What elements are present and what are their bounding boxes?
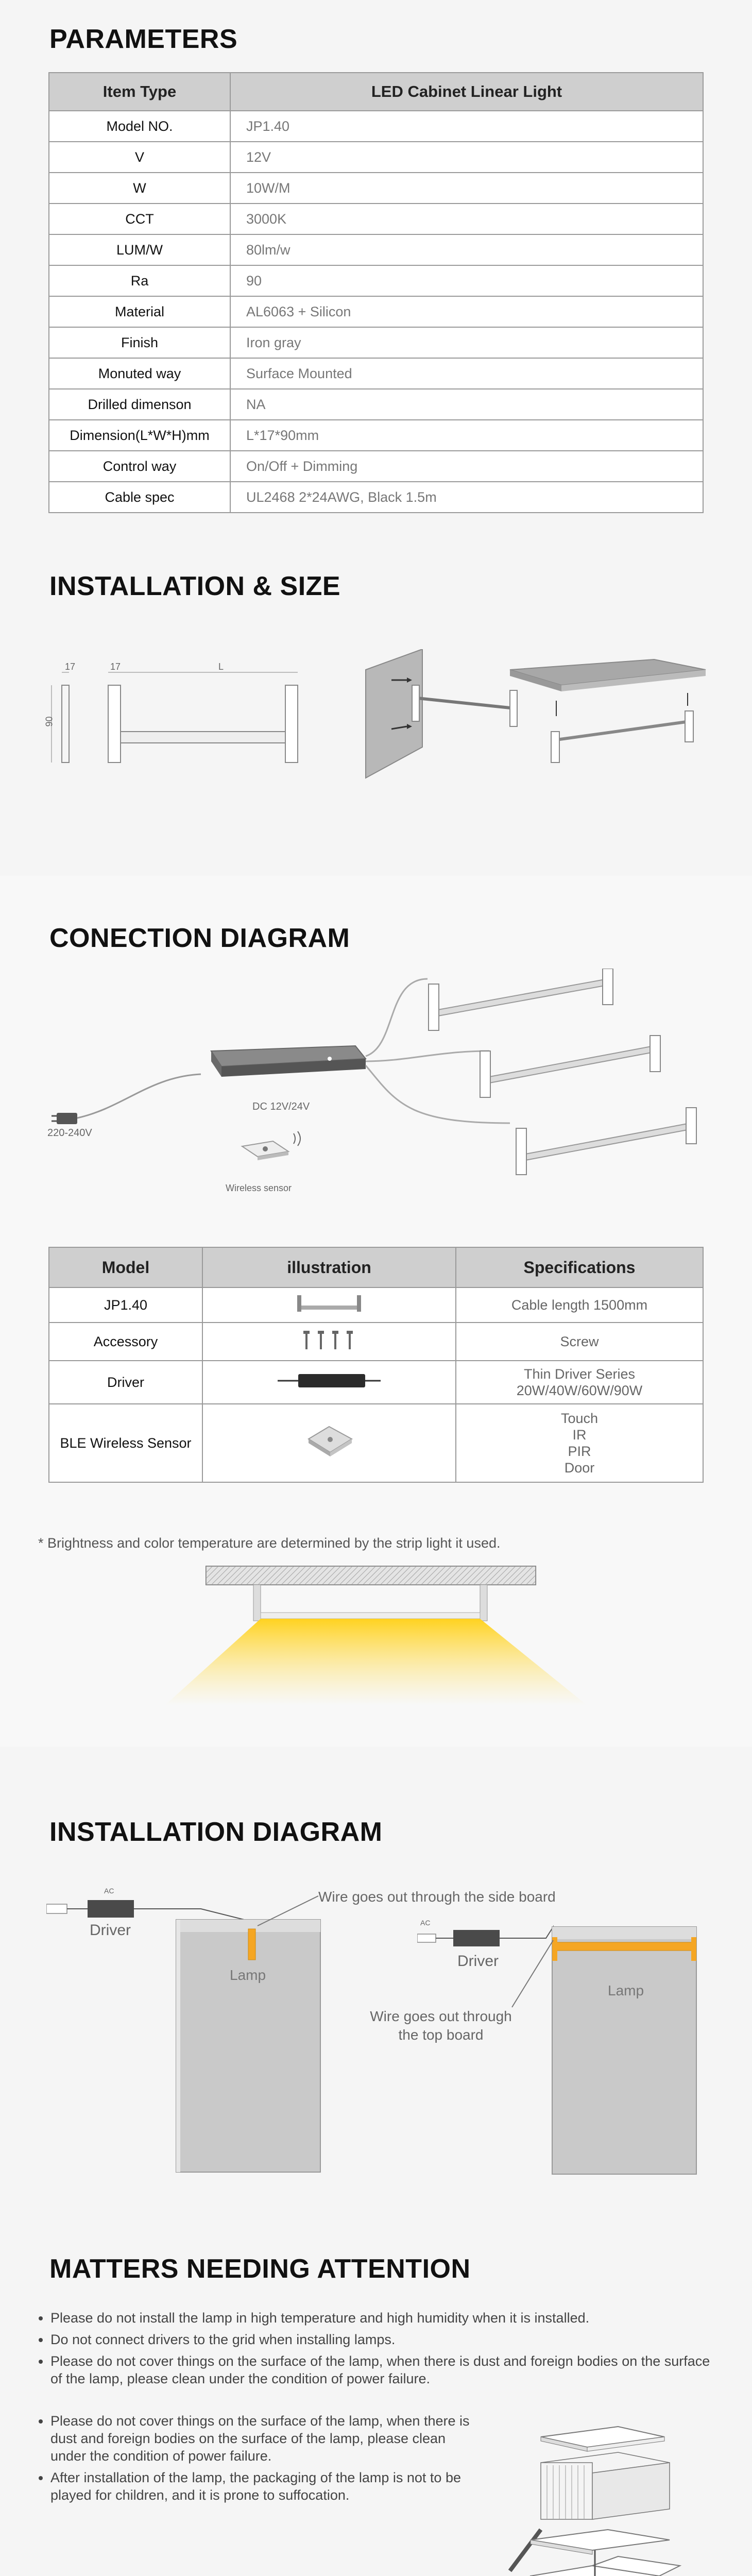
brightness-note: * Brightness and color temperature are determined by the strip light it used. (38, 1535, 501, 1551)
table-row (49, 327, 703, 358)
col-product: LED Cabinet Linear Light (230, 73, 703, 111)
param-key: Monuted way (49, 358, 230, 389)
attention-item: • Please do not cover things on the surface of the lamp, when there is dust and foreign bodies on the surface of the lamp, please clean under the condition of power failure. (50, 2352, 725, 2387)
spec-cell (456, 1404, 703, 1482)
top-board-note-line: Wire goes out through (370, 2008, 512, 2024)
screw-icon (298, 1329, 360, 1351)
size-drawing (46, 654, 355, 778)
installation-size-heading: INSTALLATION & SIZE (49, 571, 341, 601)
param-value: JP1.40 (230, 111, 703, 142)
attention-item: • Please do not install the lamp in high temperature and high humidity when it is installed. (50, 2309, 725, 2327)
param-value: L*17*90mm (230, 420, 703, 451)
packaging-drawing (242, 2421, 706, 2576)
param-key: Model NO. (49, 111, 230, 142)
param-value: 90 (230, 265, 703, 296)
table-row (49, 265, 703, 296)
parameters-table (48, 72, 704, 513)
param-value: AL6063 + Silicon (230, 296, 703, 327)
table-row (49, 234, 703, 265)
spec-line: Touch (560, 1411, 599, 1426)
component-table (48, 1247, 704, 1483)
illustration-cell (202, 1323, 456, 1361)
table-row (49, 1323, 703, 1361)
param-key: LUM/W (49, 234, 230, 265)
param-key: Dimension(L*W*H)mm (49, 420, 230, 451)
param-key: Control way (49, 451, 230, 482)
table-row (49, 358, 703, 389)
param-value: NA (230, 389, 703, 420)
table-row (49, 142, 703, 173)
lamp-label-left: Lamp (230, 1967, 266, 1983)
param-value: 12V (230, 142, 703, 173)
dim-l: L (218, 662, 224, 672)
attention-list (40, 2309, 725, 2392)
table-row (49, 1361, 703, 1404)
ceiling-mount-drawing (505, 649, 711, 773)
spec-line: 20W/40W/60W/90W (516, 1383, 643, 1398)
table-row (49, 173, 703, 204)
table-row (49, 420, 703, 451)
connection-drawing (46, 969, 716, 1211)
top-note-pointer (510, 1937, 561, 2009)
dim-17-right: 17 (110, 662, 121, 672)
lamp-label-right: Lamp (608, 1982, 644, 1998)
param-key: Finish (49, 327, 230, 358)
wireless-sensor-label: Wireless sensor (226, 1183, 292, 1193)
param-key: Material (49, 296, 230, 327)
spec-cell: Cable length 1500mm (456, 1287, 703, 1323)
driver-icon (278, 1368, 381, 1394)
illustration-cell (202, 1361, 456, 1404)
param-key: W (49, 173, 230, 204)
spec-line: Door (564, 1460, 595, 1476)
attention-heading: MATTERS NEEDING ATTENTION (49, 2254, 471, 2284)
param-value: On/Off + Dimming (230, 451, 703, 482)
param-key: Cable spec (49, 482, 230, 513)
param-value: Surface Mounted (230, 358, 703, 389)
param-value: 3000K (230, 204, 703, 234)
attention-item: • Please do not cover things on the surface of the lamp, when there is dust and foreign bodies on the surface of the lamp, please clean under the condition of power failure. (50, 2412, 473, 2465)
col-model: Model (49, 1247, 202, 1287)
top-board-note-line: the top board (398, 2027, 484, 2043)
light-effect-drawing (165, 1561, 587, 1716)
col-specifications: Specifications (456, 1247, 703, 1287)
col-illustration: illustration (202, 1247, 456, 1287)
param-key: CCT (49, 204, 230, 234)
attention-item: • After installation of the lamp, the packaging of the lamp is not to be played for children, and it is prone to suffocation. (50, 2469, 473, 2504)
spec-line: IR (572, 1427, 587, 1443)
table-row (49, 204, 703, 234)
voltage-out-label: DC 12V/24V (252, 1101, 310, 1112)
driver-label-right: Driver (457, 1953, 499, 1970)
param-value: 80lm/w (230, 234, 703, 265)
top-board-note (364, 2007, 518, 2044)
model-cell: JP1.40 (49, 1287, 202, 1323)
spec-line: Thin Driver Series (523, 1366, 636, 1382)
col-item-type: Item Type (49, 73, 230, 111)
param-key: V (49, 142, 230, 173)
side-board-note: Wire goes out through the side board (318, 1889, 556, 1905)
table-row (49, 389, 703, 420)
ac-label-right: AC (420, 1919, 431, 1927)
driver-label-left: Driver (90, 1922, 131, 1939)
table-row (49, 1404, 703, 1482)
param-value: 10W/M (230, 173, 703, 204)
lamp-icon (293, 1293, 365, 1314)
table-row (49, 451, 703, 482)
model-cell: BLE Wireless Sensor (49, 1404, 202, 1482)
table-row (49, 482, 703, 513)
param-key: Drilled dimenson (49, 389, 230, 420)
spec-line: PIR (568, 1444, 591, 1459)
table-row (49, 296, 703, 327)
connection-heading: CONECTION DIAGRAM (49, 923, 350, 953)
dim-90: 90 (44, 716, 55, 727)
param-value: Iron gray (230, 327, 703, 358)
spec-cell (456, 1361, 703, 1404)
table-row (49, 111, 703, 142)
voltage-in-label: 220-240V (47, 1127, 92, 1139)
model-cell: Driver (49, 1361, 202, 1404)
side-note-pointer (252, 1895, 319, 1931)
illustration-cell (202, 1404, 456, 1482)
illustration-cell (202, 1287, 456, 1323)
parameters-heading: PARAMETERS (49, 24, 238, 54)
model-cell: Accessory (49, 1323, 202, 1361)
param-key: Ra (49, 265, 230, 296)
ac-label-left: AC (104, 1887, 114, 1895)
dim-17-left: 17 (65, 662, 76, 672)
param-value: UL2468 2*24AWG, Black 1.5m (230, 482, 703, 513)
spec-cell: Screw (456, 1323, 703, 1361)
sensor-icon (298, 1418, 360, 1465)
table-row (49, 1287, 703, 1323)
wall-mount-drawing (361, 649, 525, 783)
installation-diagram-heading: INSTALLATION DIAGRAM (49, 1817, 383, 1847)
attention-item: • Do not connect drivers to the grid when installing lamps. (50, 2331, 725, 2348)
